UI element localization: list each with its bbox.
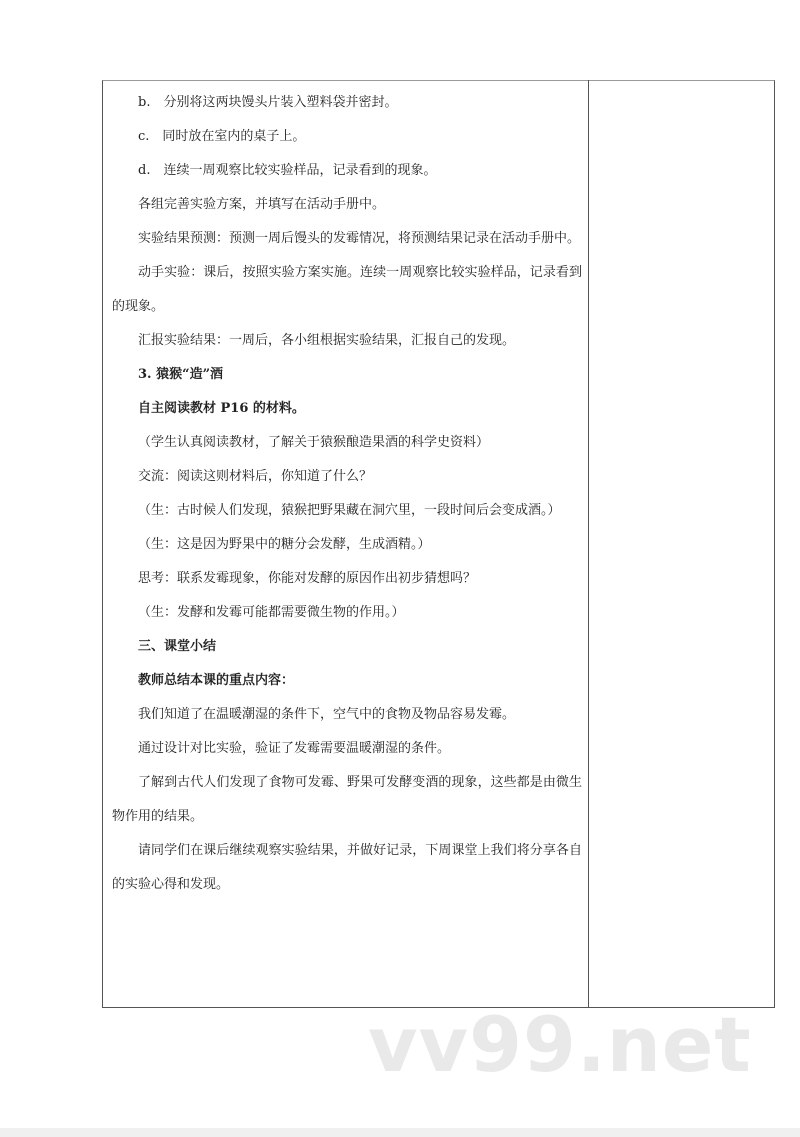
- paragraph-step-d: d. 连续一周观察比较实验样品，记录看到的现象。: [138, 163, 437, 178]
- paragraph-student-answer-3: （生：发酵和发霉可能都需要微生物的作用。）: [138, 605, 405, 620]
- paragraph-prediction: 实验结果预测：预测一周后馒头的发霉情况，将预测结果记录在活动手册中。: [138, 231, 581, 246]
- paragraph-hands-on: 动手实验：课后，按照实验方案实施。连续一周观察比较实验样品，记录看到的现象。: [112, 265, 582, 314]
- page-bottom-edge: [0, 1128, 800, 1137]
- lesson-content-cell: [112, 86, 582, 902]
- paragraph-summary-1: 我们知道了在温暖潮湿的条件下，空气中的食物及物品容易发霉。: [138, 707, 516, 722]
- paragraph-self-reading: 自主阅读教材 P16 的材料。: [138, 401, 305, 416]
- paragraph-think: 思考：联系发霉现象，你能对发酵的原因作出初步猜想吗？: [138, 571, 477, 586]
- section-heading-summary: 三、课堂小结: [138, 639, 217, 654]
- paragraph-discussion: 交流：阅读这则材料后，你知道了什么？: [138, 469, 373, 484]
- paragraph-teacher-summary: 教师总结本课的重点内容：: [138, 673, 295, 688]
- section-heading-ape-wine: 3. 猿猴“造”酒: [138, 367, 224, 382]
- paragraph-student-answer-2: （生：这是因为野果中的糖分会发酵，生成酒精。）: [138, 537, 431, 552]
- paragraph-summary-3: 了解到古代人们发现了食物可发霉、野果可发酵变酒的现象，这些都是由微生物作用的结果。: [112, 775, 582, 824]
- paragraph-homework: 请同学们在课后继续观察实验结果，并做好记录，下周课堂上我们将分享各自的实验心得和发现。: [112, 843, 582, 892]
- table-column-divider: [588, 80, 589, 1008]
- paragraph-step-c: c. 同时放在室内的桌子上。: [138, 129, 306, 144]
- watermark-text: vv99.net: [368, 1000, 752, 1089]
- paragraph-student-answer-1: （生：古时候人们发现，猿猴把野果藏在洞穴里，一段时间后会变成酒。）: [138, 503, 561, 518]
- paragraph-report-results: 汇报实验结果：一周后，各小组根据实验结果，汇报自己的发现。: [138, 333, 516, 348]
- paragraph-summary-2: 通过设计对比实验，验证了发霉需要温暖潮湿的条件。: [138, 741, 451, 756]
- paragraph-complete-plan: 各组完善实验方案，并填写在活动手册中。: [138, 197, 386, 212]
- paragraph-step-b: b. 分别将这两块馒头片装入塑料袋并密封。: [138, 95, 398, 110]
- paragraph-student-reading: （学生认真阅读教材，了解关于猿猴酿造果酒的科学史资料）: [138, 435, 490, 450]
